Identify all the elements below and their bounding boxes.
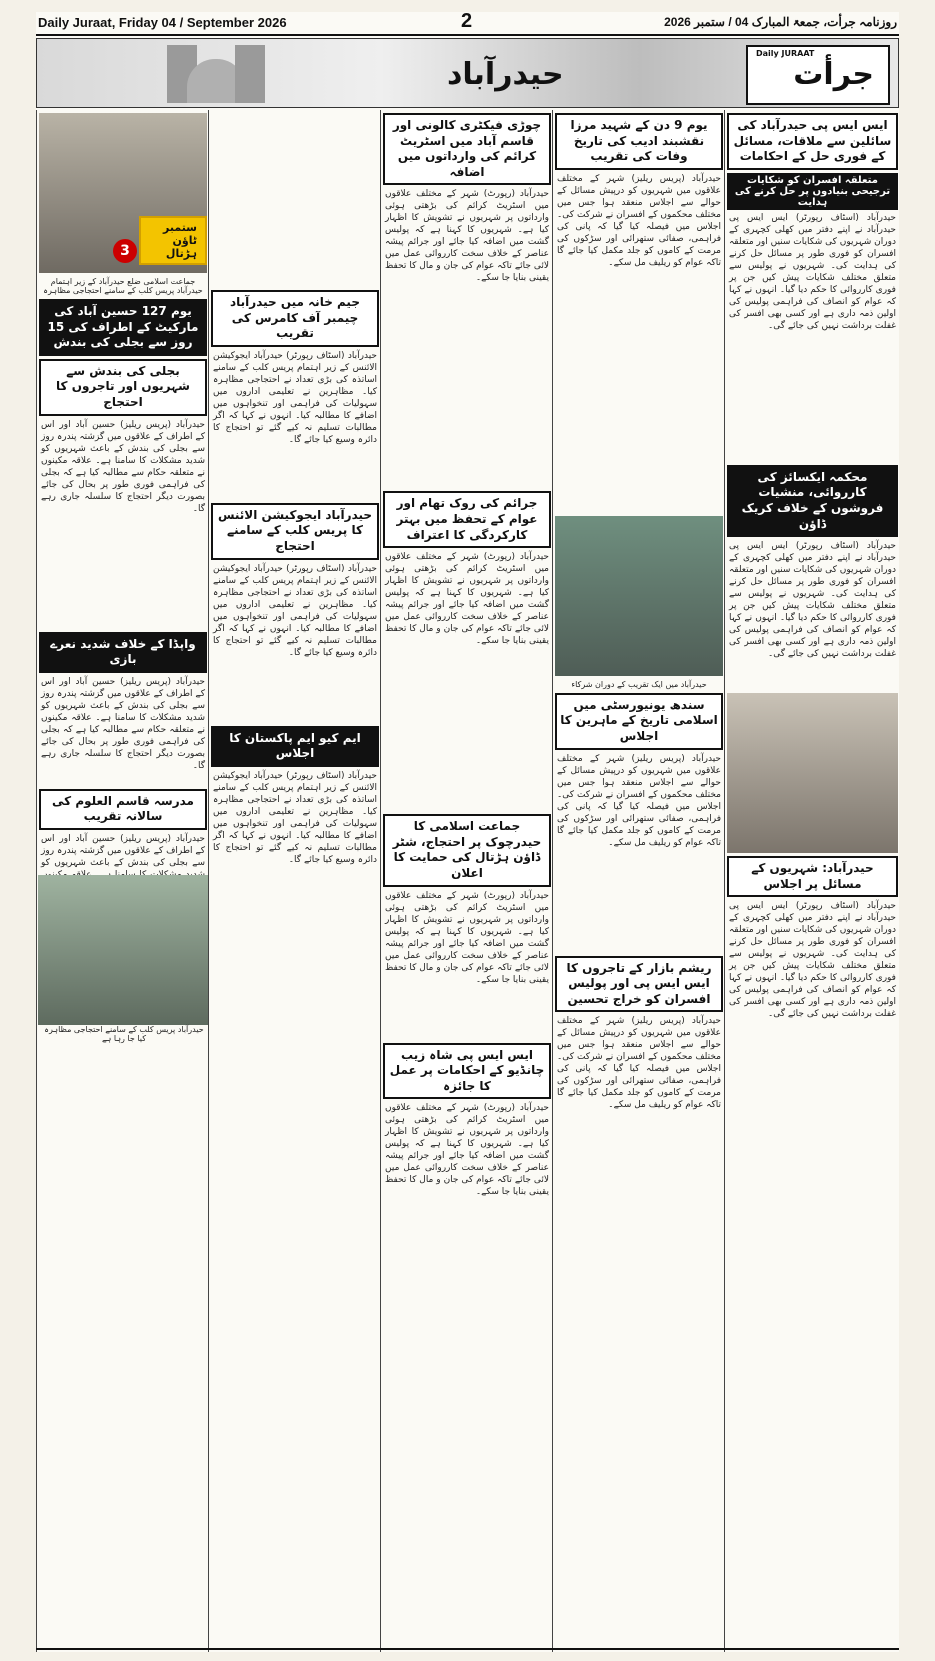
article-body: حیدرآباد (پریس ریلیز) حسین آباد اور اس کے اطراف کے علاقوں میں گزشتہ پندرہ روز سے بجلی کی بندش کے باعث شہریوں کو شدید مشکلات کا سامنا ہے۔ علاقہ مکینوں نے متعلقہ حکام سے مطالبہ کیا ہے کہ بجلی کی فراہمی فوری طور پر بحال کی جائے بصورت دیگر احتجاج کا سلسلہ جاری رہے گا۔	[41, 676, 205, 771]
photo-protest-banner	[38, 875, 208, 1025]
headline: ایم کیو ایم پاکستان کا اجلاس	[211, 726, 379, 767]
masthead-banner	[36, 38, 899, 108]
header-english-dateline: Daily Juraat, Friday 04 / September 2026	[38, 15, 287, 30]
column-3	[380, 110, 553, 1652]
photo-caption: حیدرآباد پریس کلب کے سامنے احتجاجی مظاہرہ کیا جا رہا ہے	[44, 1025, 204, 1043]
headline: ریشم بازار کے تاجروں کا ایس ایس پی اور پولیس افسران کو خراج تحسین	[555, 956, 723, 1013]
article-body: حیدرآباد (اسٹاف رپورٹر) ایس ایس پی حیدرآباد نے اپنے دفتر میں کھلی کچہری کے دوران شہریوں کی شکایات سنیں اور متعلقہ افسران کو فوری طور پر مسائل حل کرنے کی ہدایت کی۔ شہریوں نے پولیس سے متعلق مختلف شکایات پیش کیں جن پر فوری کارروائی کا حکم دیا گیا۔ انہوں نے کہا کہ عوام کو انصاف کی فراہمی پولیس کی اولین ذمہ داری ہے اور کسی بھی افسر کی غفلت برداشت نہیں کی جائے گی۔	[729, 212, 896, 331]
protest-banner: ستمبر ٹاؤن ہڑتال	[139, 216, 207, 265]
article-body: حیدرآباد (رپورٹ) شہر کے مختلف علاقوں میں اسٹریٹ کرائم کی بڑھتی ہوئی وارداتوں پر شہریوں نے تشویش کا اظہار کیا ہے۔ شہریوں کا کہنا ہے کہ پولیس گشت میں اضافہ کیا جائے اور جرائم پیشہ عناصر کے خلاف سخت کارروائی عمل میں لائی جائے تاکہ عوام کی جان و مال کا تحفظ یقینی بنایا جا سکے۔	[385, 189, 549, 284]
article-body: حیدرآباد (پریس ریلیز) حسین آباد اور اس کے اطراف کے علاقوں میں گزشتہ پندرہ روز سے بجلی کی بندش کے باعث شہریوں کو	[41, 833, 205, 868]
headline: مدرسہ قاسم العلوم کی سالانہ تقریب	[39, 789, 207, 830]
article-body: حیدرآباد (اسٹاف رپورٹر) حیدرآباد ایجوکیشن الائنس کے زیر اہتمام پریس کلب کے سامنے اساتذہ کی بڑی تعداد نے احتجاجی مظاہرہ کیا۔ مظاہرین نے تعلیمی اداروں میں سہولیات کی فراہمی اور تنخواہوں میں اضافے کا مطالبہ کیا۔ انہوں نے کہا کہ اگر مطالبات تسلیم نہ کیے گئے تو احتجاج کا دائرہ وسیع کیا جائے گا۔	[213, 563, 377, 658]
article-body: حیدرآباد (پریس ریلیز) شہر کے مختلف علاقوں میں شہریوں کو درپیش مسائل کے حوالے سے اجلاس منعقد ہوا جس میں مختلف محکموں کے افسران نے شرکت کی۔ اجلاس میں فیصلہ کیا گیا کہ پانی کی فراہمی، صفائی ستھرائی اور سڑکوں کی مرمت کے کاموں کو جلد مکمل کیا جائے گا تاکہ عوام کو ریلیف مل سکے۔	[557, 753, 721, 848]
headline: جرائم کی روک تھام اور عوام کے تحفظ میں بہتر کارکردگی کا اعتراف	[383, 491, 551, 548]
photo-caption: حیدرآباد میں ایک تقریب کے دوران شرکاء	[571, 679, 707, 689]
article-body: حیدرآباد (اسٹاف رپورٹر) ایس ایس پی حیدرآباد نے اپنے دفتر میں کھلی کچہری کے دوران شہریوں کی شکایات سنیں اور متعلقہ افسران کو فوری طور پر مسائل حل کرنے کی ہدایت کی۔ شہریوں نے پولیس سے متعلق مختلف شکایات پیش کیں جن پر فوری کارروائی کا حکم دیا گیا۔ انہوں نے کہا کہ عوام کو انصاف کی فراہمی پولیس کی اولین ذمہ داری ہے اور کسی بھی افسر کی غفلت برداشت نہیں کی جائے گی۔	[729, 541, 896, 660]
headline: ایس ایس پی شاہ زیب چانڈیو کے احکامات پر عمل کا جائزہ	[383, 1043, 551, 1100]
minaret-graphic	[235, 45, 265, 103]
headline: ایس ایس پی حیدرآباد کی سائلین سے ملاقات، مسائل کے فوری حل کے احکامات	[727, 113, 898, 170]
headline: سندھ یونیورسٹی میں اسلامی تاریخ کے ماہرین کا اجلاس	[555, 693, 723, 750]
column-2	[552, 110, 725, 1652]
headline: یوم 127 حسین آباد کی مارکیٹ کے اطراف کی 15 روز سے بجلی کی بندش	[39, 299, 207, 356]
newspaper-logo	[746, 45, 890, 105]
headline: چوڑی فیکٹری کالونی اور قاسم آباد میں اسٹریٹ کرائم کی وارداتوں میں اضافہ	[383, 113, 551, 185]
headline: جیم خانہ میں حیدرآباد چیمبر آف کامرس کی تقریب	[211, 290, 379, 347]
logo-english: Daily JURAAT	[756, 49, 815, 58]
logo-urdu: جرأت	[793, 57, 874, 92]
headline: واپڈا کے خلاف شدید نعرے بازی	[39, 632, 207, 673]
article-body: حیدرآباد (اسٹاف رپورٹر) حیدرآباد ایجوکیشن الائنس کے زیر اہتمام پریس کلب کے سامنے اساتذہ کی بڑی تعداد نے احتجاجی مظاہرہ کیا۔ مظاہرین نے تعلیمی اداروں میں سہولیات کی فراہمی اور تنخواہوں میں اضافے کا مطالبہ کیا۔ انہوں نے کہا کہ اگر مطالبات تسلیم نہ کیے گئے تو احتجاج کا دائرہ وسیع کیا جائے گا۔	[213, 770, 377, 865]
article-body: حیدرآباد (اسٹاف رپورٹر) ایس ایس پی حیدرآباد نے اپنے دفتر میں کھلی کچہری کے دوران شہریوں کی شکایات سنیں اور متعلقہ افسران کو فوری طور پر مسائل حل کرنے کی ہدایت کی۔ شہریوں نے پولیس سے متعلق مختلف شکایات پیش کیں جن پر فوری کارروائی کا حکم دیا گیا۔ انہوں نے کہا کہ عوام کو انصاف کی فراہمی پولیس کی اولین ذمہ داری ہے اور کسی بھی افسر کی غفلت برداشت نہیں کی جائے گی۔	[729, 901, 896, 1020]
headline: محکمہ ایکسائز کی کارروائی، منشیات فروشوں کے خلاف کریک ڈاؤن	[727, 465, 898, 537]
header-urdu-dateline: روزنامہ جرأت، جمعۃ المبارک 04 / ستمبر 2026	[664, 15, 897, 29]
column-4	[208, 110, 381, 1652]
article-body: حیدرآباد (رپورٹ) شہر کے مختلف علاقوں میں اسٹریٹ کرائم کی بڑھتی ہوئی وارداتوں پر شہریوں نے تشویش کا اظہار کیا ہے۔ شہریوں کا کہنا ہے کہ پولیس گشت میں اضافہ کیا جائے اور جرائم پیشہ عناصر کے خلاف سخت کارروائی عمل میں لائی جائے تاکہ عوام کی جان و مال کا تحفظ یقینی بنایا جا سکے۔	[385, 890, 549, 985]
article-body: حیدرآباد (رپورٹ) شہر کے مختلف علاقوں میں اسٹریٹ کرائم کی بڑھتی ہوئی وارداتوں پر شہریوں نے تشویش کا اظہار کیا ہے۔ شہریوں کا کہنا ہے کہ پولیس گشت میں اضافہ کیا جائے اور جرائم پیشہ عناصر کے خلاف سخت کارروائی عمل میں لائی جائے تاکہ عوام کی جان و مال کا تحفظ یقینی بنایا جا سکے۔	[385, 552, 549, 647]
photo-portraits	[727, 693, 898, 853]
article-body: حیدرآباد (پریس ریلیز) شہر کے مختلف علاقوں میں شہریوں کو درپیش مسائل کے حوالے سے اجلاس منعقد ہوا جس میں مختلف محکموں کے افسران نے شرکت کی۔ اجلاس میں فیصلہ کیا گیا کہ پانی کی فراہمی، صفائی ستھرائی اور سڑکوں کی مرمت کے کاموں کو جلد مکمل کیا جائے گا تاکہ عوام کو ریلیف مل سکے۔	[557, 1016, 721, 1111]
article-body: حیدرآباد (پریس ریلیز) شہر کے مختلف علاقوں میں شہریوں کو درپیش مسائل کے حوالے سے اجلاس منعقد ہوا جس میں مختلف محکموں کے افسران نے شرکت کی۔ اجلاس میں فیصلہ کیا گیا کہ پانی کی فراہمی، صفائی ستھرائی اور سڑکوں کی مرمت کے کاموں کو جلد مکمل کیا جائے گا تاکہ عوام کو ریلیف مل سکے۔	[557, 173, 721, 268]
headline: حیدرآباد: شہریوں کے مسائل پر اجلاس	[727, 856, 898, 897]
photo-protest-speech	[39, 113, 207, 273]
article-body: حیدرآباد (پریس ریلیز) حسین آباد اور اس کے اطراف کے علاقوں میں گزشتہ پندرہ روز سے بجلی کی بندش کے باعث شہریوں کو شدید مشکلات کا سامنا ہے۔ علاقہ مکینوں نے متعلقہ حکام سے مطالبہ کیا ہے کہ بجلی کی فراہمی فوری طور پر بحال کی جائے بصورت دیگر احتجاج کا سلسلہ جاری رہے گا۔	[41, 419, 205, 514]
article-body: حیدرآباد (اسٹاف رپورٹر) حیدرآباد ایجوکیشن الائنس کے زیر اہتمام پریس کلب کے سامنے اساتذہ کی بڑی تعداد نے احتجاجی مظاہرہ کیا۔ مظاہرین نے تعلیمی اداروں میں سہولیات کی فراہمی اور تنخواہوں میں اضافے کا مطالبہ کیا۔ انہوں نے کہا کہ اگر مطالبات تسلیم نہ کیے گئے تو احتجاج کا دائرہ وسیع کیا جائے گا۔	[213, 350, 377, 445]
subheadline: متعلقہ افسران کو شکایات ترجیحی بنیادوں پر حل کرنے کی ہدایت	[727, 173, 898, 210]
newspaper-page	[36, 12, 899, 1652]
article-body: حیدرآباد (رپورٹ) شہر کے مختلف علاقوں میں اسٹریٹ کرائم کی بڑھتی ہوئی وارداتوں پر شہریوں نے تشویش کا اظہار کیا ہے۔ شہریوں کا کہنا ہے کہ پولیس گشت میں اضافہ کیا جائے اور جرائم پیشہ عناصر کے خلاف سخت کارروائی عمل میں لائی جائے تاکہ عوام کی جان و مال کا تحفظ یقینی بنایا جا سکے۔	[385, 1103, 549, 1198]
photo-audience	[555, 516, 723, 676]
page-header	[36, 12, 899, 36]
page-footer-rule	[36, 1648, 899, 1650]
city-title: حیدرآباد	[447, 57, 564, 92]
page-number: 2	[461, 10, 473, 32]
headline: یوم 9 دن کے شہید مرزا نقشبند ادیب کی تاریخ وفات کی تقریب	[555, 113, 723, 170]
photo-caption: جماعت اسلامی ضلع حیدرآباد کے زیر اہتمام حیدرآباد پریس کلب کے سامنے احتجاجی مظاہرہ	[43, 277, 203, 295]
headline: جماعت اسلامی کا حیدرچوک پر احتجاج، شٹر ڈاؤن ہڑتال کی حمایت کا اعلان	[383, 814, 551, 886]
headline: حیدرآباد ایجوکیشن الائنس کا پریس کلب کے سامنے احتجاج	[211, 503, 379, 560]
date-number-badge: 3	[113, 239, 137, 263]
headline: بجلی کی بندش سے شہریوں اور تاجروں کا احتجاج	[39, 359, 207, 416]
column-1	[724, 110, 900, 1652]
